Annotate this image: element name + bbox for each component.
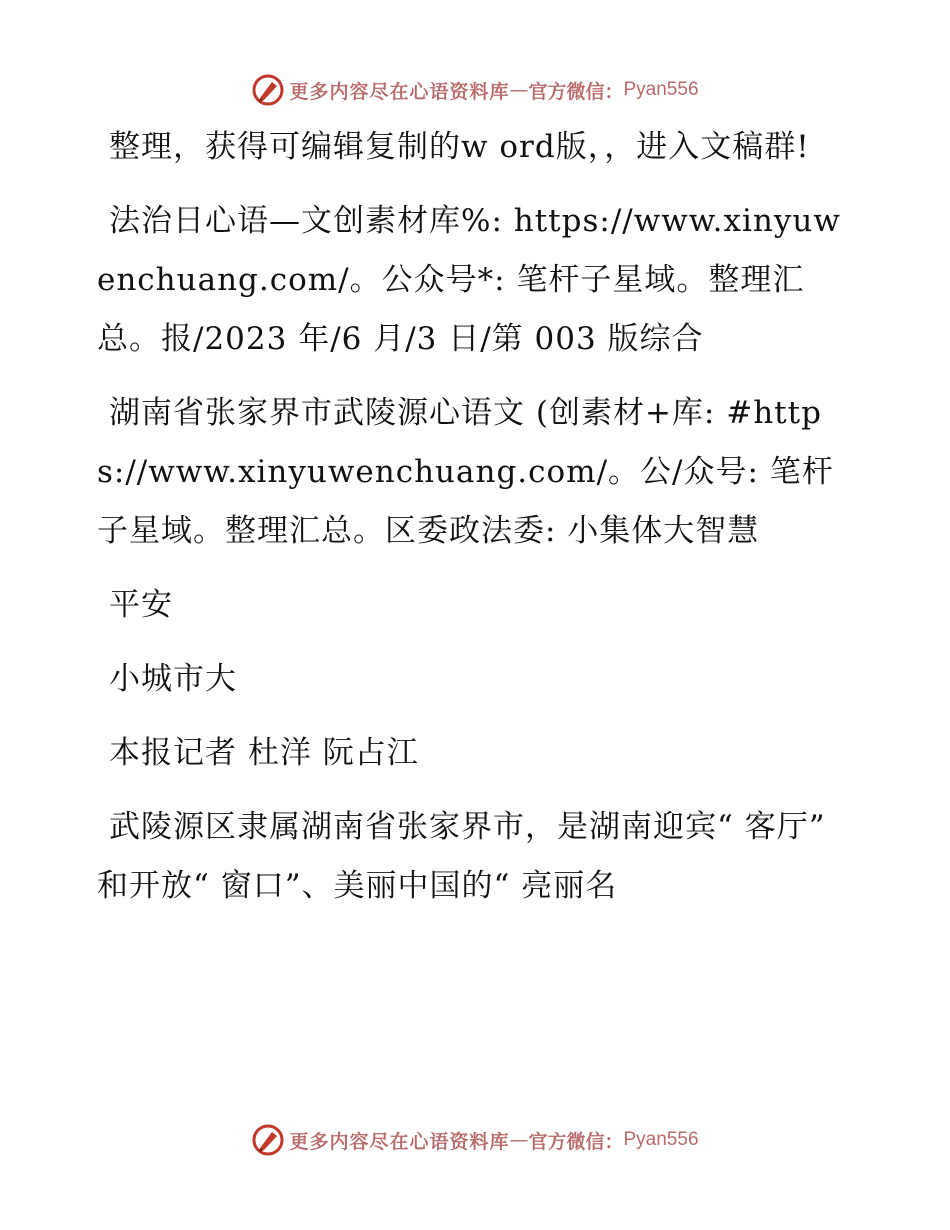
pen-nib-logo-icon (251, 73, 285, 107)
paragraph-body: 武陵源区隶属湖南省张家界市，是湖南迎宾“ 客厅” 和开放“ 窗口”、美丽中国的“ 亮丽名 (97, 809, 826, 904)
paragraph-title: 湖南省张家界市武陵源心语文 (创素材+库: #https://www.xinyuwenchuang.com/。公/众号: 笔杆子星域。整理汇总。区委政法委: 小集体大智慧 (97, 395, 834, 549)
paragraph-source: 法治日心语—文创素材库%: https://www.xinyuwenchuang.com/。公众号*: 笔杆子星域。整理汇总。报/2023 年/6 月/3 日/第 003 版综合 (97, 203, 841, 357)
header-separator: — (509, 79, 529, 101)
footer-brand-text: 更多内容尽在心语资料库 (289, 1130, 510, 1153)
paragraph-byline: 本报记者 杜洋 阮占江 (109, 735, 419, 771)
pen-nib-logo-icon (251, 1123, 285, 1157)
footer-contact-label: 官方微信： (528, 1130, 624, 1153)
paragraph-heading-2: 小城市大 (109, 661, 237, 697)
header-banner (0, 70, 950, 110)
footer-separator: — (509, 1129, 529, 1151)
document-body (97, 118, 857, 931)
header-contact-id: Pyan556 (623, 79, 699, 100)
header-brand-text: 更多内容尽在心语资料库 (289, 80, 510, 103)
header-contact-label: 官方微信： (528, 80, 624, 103)
paragraph-heading-1: 平安 (109, 587, 173, 623)
footer-banner (0, 1120, 950, 1160)
footer-contact-id: Pyan556 (623, 1129, 699, 1150)
paragraph-note: 整理，获得可编辑复制的w ord版，，进入文稿群! (109, 129, 810, 165)
